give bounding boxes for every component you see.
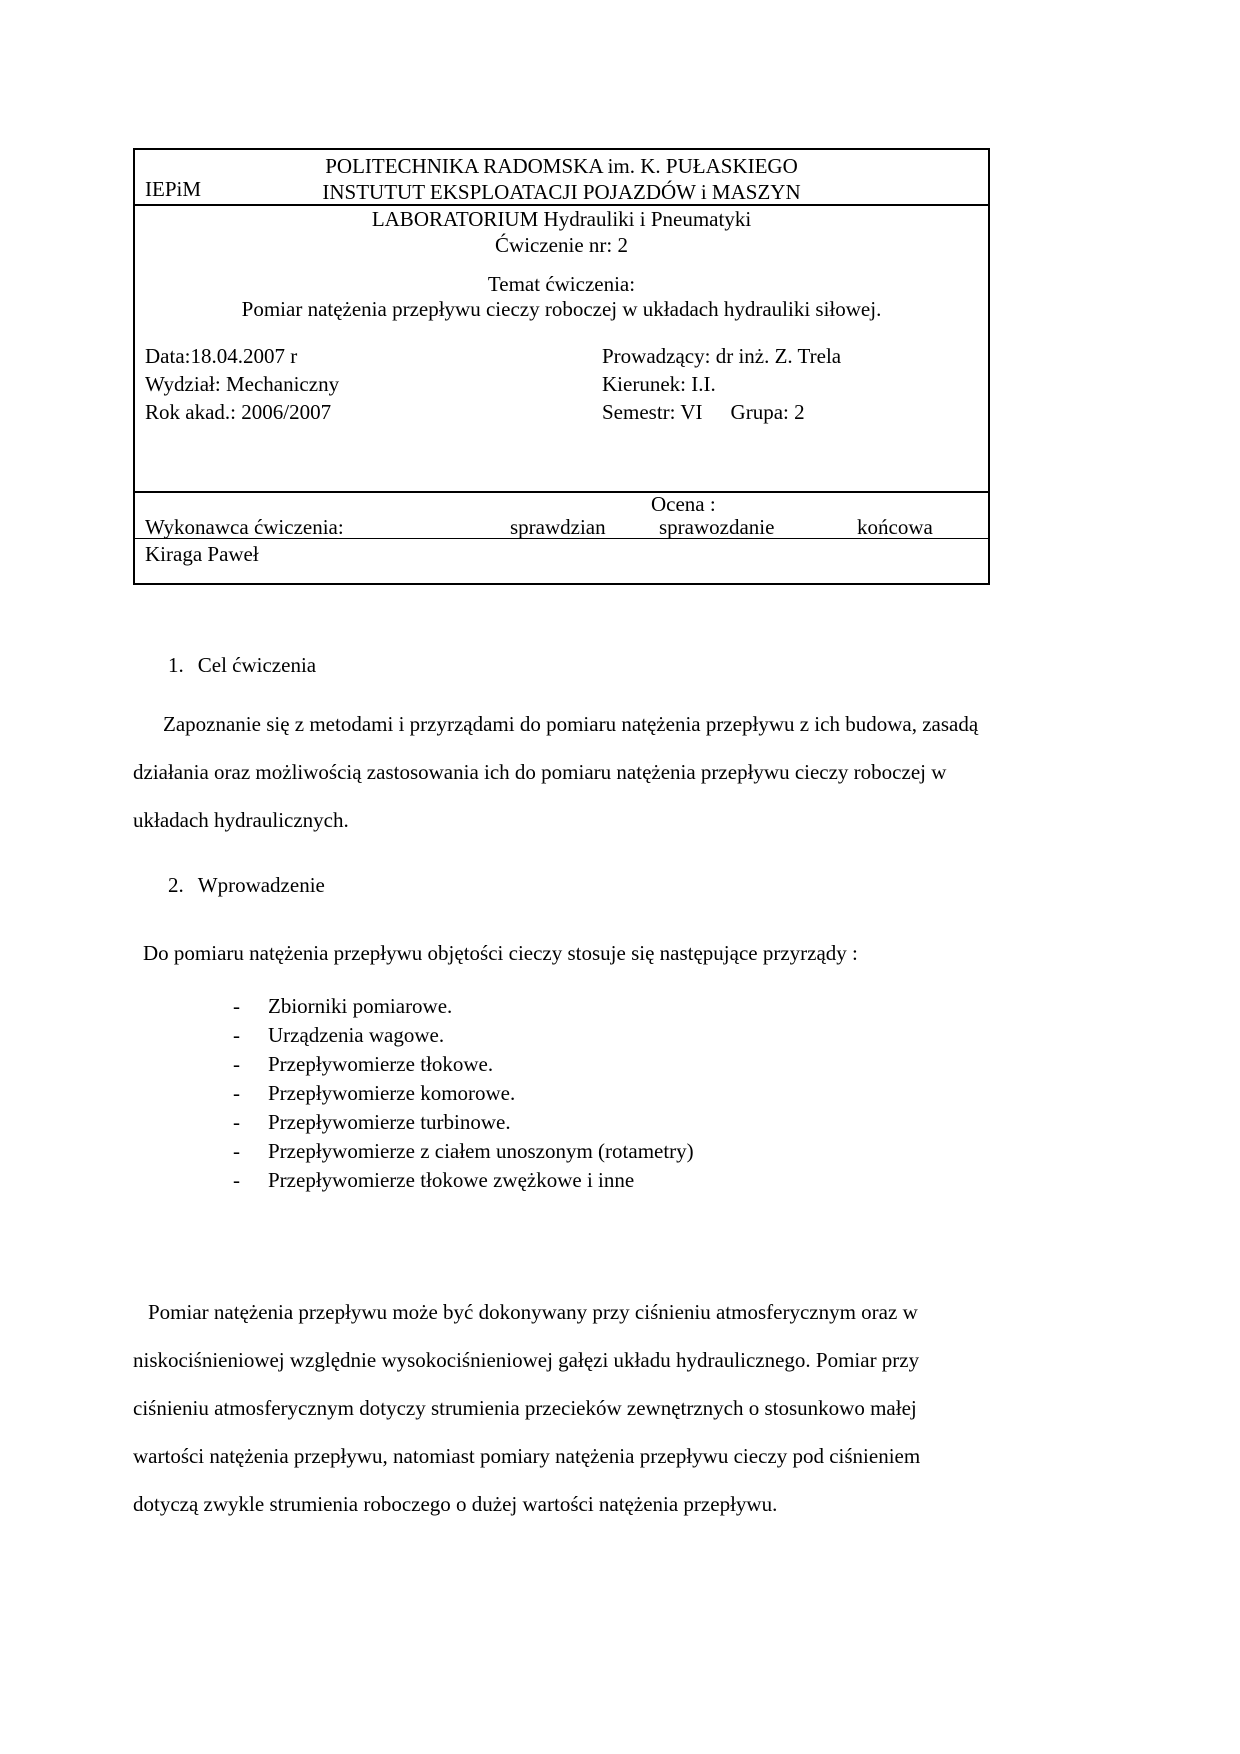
dash-marker: - [233,1081,240,1105]
exercise-number: Ćwiczenie nr: 2 [495,233,628,257]
list-item-text: Zbiorniki pomiarowe. [268,994,453,1018]
header-row-executor [135,539,988,583]
university-name: POLITECHNIKA RADOMSKA im. K. PUŁASKIEGO [325,154,798,178]
dash-marker: - [233,1110,240,1134]
list-item-text: Przepływomierze turbinowe. [268,1110,511,1134]
grade-col-report: sprawozdanie [659,515,775,539]
laboratory-name: LABORATORIUM Hydrauliki i Pneumatyki [371,207,752,231]
header-row-grades [135,493,988,539]
dash-marker: - [233,1168,240,1192]
list-item [233,1021,694,1050]
dash-marker: - [233,994,240,1018]
section-2-intro: Do pomiaru natężenia przepływu objętości cieczy stosuje się następujące przyrządy : [143,941,858,965]
dash-marker: - [233,1023,240,1047]
executor-label: Wykonawca ćwiczenia: [145,515,344,539]
spacer [135,322,988,342]
dash-marker: - [233,1139,240,1163]
section-2-paragraph: Pomiar natężenia przepływu może być dokonywany przy ciśnieniu atmosferycznym oraz w niskociśnieniowej względnie wysokociśnieniowej gałęzi układu hydraulicznego. Pomiar przy ciśnieniu atmosferycznym dotyczy strumienia przecieków zewnętrznych o stosunkowo małej wartości natężenia przepływu, natomiast pomiary natężenia przepływu cieczy pod ciśnieniem dotyczą zwykle strumienia roboczego o dużej wartości natężenia przepływu. [133,1300,921,1516]
list-item-text: Przepływomierze tłokowe zwężkowe i inne [268,1168,635,1192]
list-item [233,1137,694,1166]
dash-marker: - [233,1052,240,1076]
spacer [703,398,731,426]
section-2-title: Wprowadzenie [197,873,325,897]
faculty-value: Wydział: Mechaniczny [145,372,340,396]
list-item [233,1108,694,1137]
list-item [233,1079,694,1108]
topic-title: Pomiar natężenia przepływu cieczy roboczej w układach hydrauliki siłowej. [241,297,882,321]
academic-year-value: Rok akad.: 2006/2007 [145,400,332,424]
header-table [133,148,990,585]
section-2-heading [168,872,325,898]
list-item [233,1166,694,1195]
section-1-title: Cel ćwiczenia [197,653,317,677]
grade-label: Ocena : [651,492,716,516]
topic-label: Temat ćwiczenia: [487,272,636,296]
header-row-institution [135,150,988,206]
list-item-text: Przepływomierze tłokowe. [268,1052,494,1076]
grade-col-final: końcowa [857,515,933,539]
list-item [233,1050,694,1079]
list-item-text: Przepływomierze z ciałem unoszonym (rotametry) [268,1139,694,1163]
date-value: Data:18.04.2007 r [145,344,298,368]
list-item-text: Przepływomierze komorowe. [268,1081,516,1105]
meta-line-2 [135,370,988,398]
supervisor-value: Prowadzący: dr inż. Z. Trela [602,344,842,368]
executor-name: Kiraga Paweł [145,542,259,566]
flow-devices-list [233,992,694,1195]
spacer [135,258,988,272]
semester-group [602,398,805,426]
section-2-number: 2. [168,873,184,897]
grade-label-line [135,493,988,515]
semester-value: Semestr: VI [602,400,703,424]
grade-col-test: sprawdzian [510,515,606,539]
field-of-study-value: Kierunek: I.I. [602,372,716,396]
header-row-details [135,206,988,493]
group-value: Grupa: 2 [730,400,805,424]
meta-line-1 [135,342,988,370]
meta-line-3 [135,398,988,426]
section-1-heading [168,652,316,678]
list-item [233,992,694,1021]
section-1-number: 1. [168,653,184,677]
institute-abbreviation: IEPiM [145,177,202,201]
list-item-text: Urządzenia wagowe. [268,1023,445,1047]
section-1-paragraph: Zapoznanie się z metodami i przyrządami do pomiaru natężenia przepływu z ich budowa, zasadą działania oraz możliwością zastosowania ich do pomiaru natężenia przepływu cieczy roboczej w układach hydraulicznych. [133,712,979,832]
grade-columns-line [135,515,988,539]
institute-name: INSTUTUT EKSPLOATACJI POJAZDÓW i MASZYN [322,180,801,204]
